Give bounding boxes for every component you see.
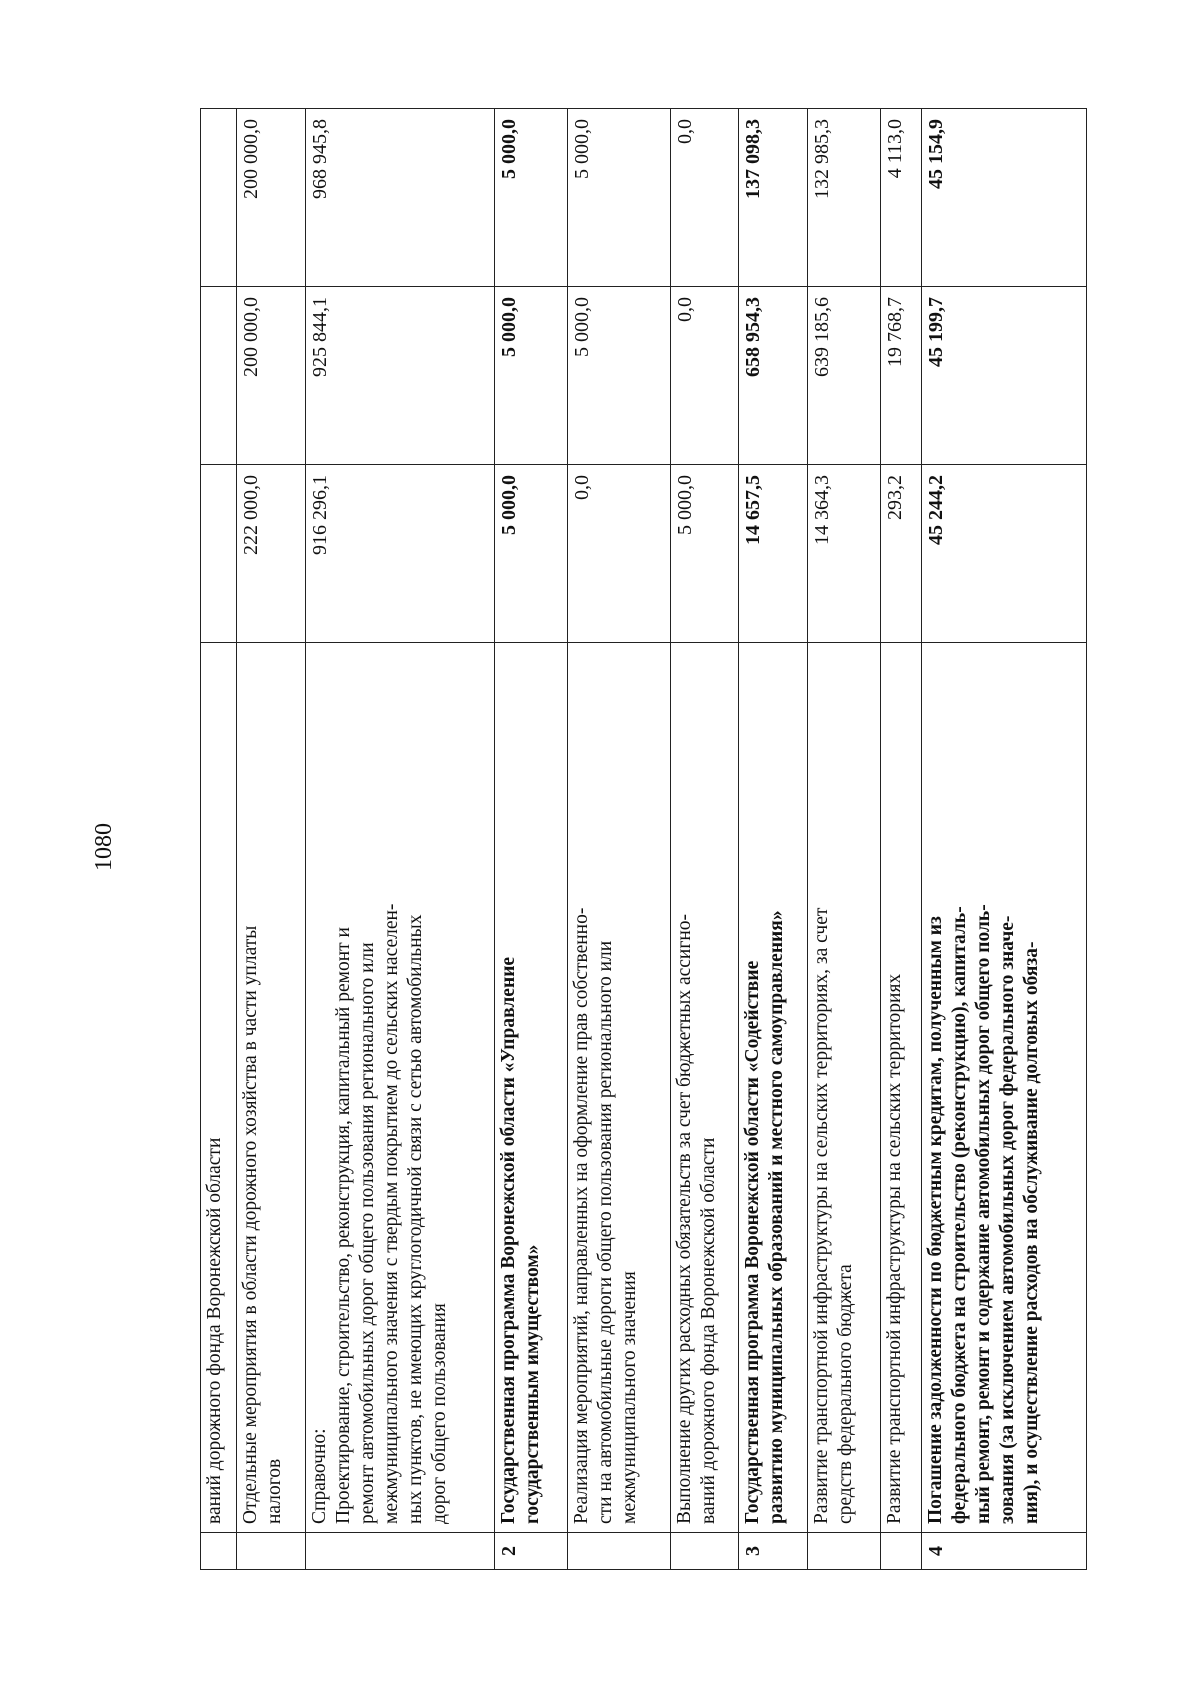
value-year-3: 5 000,0 xyxy=(494,109,567,287)
row-description xyxy=(739,643,808,1533)
row-number: 3 xyxy=(739,1533,808,1570)
budget-table-rotated xyxy=(200,108,1087,1570)
value-year-3: 4 113,0 xyxy=(881,109,922,287)
table-row xyxy=(881,109,922,1570)
value-year-3: 5 000,0 xyxy=(567,109,670,287)
row-description xyxy=(494,643,567,1533)
description-line: налогов xyxy=(264,1458,286,1524)
description-line: ния), и осуществление расходов на обслуживание долговых обяза- xyxy=(1020,941,1042,1524)
description-line: ных пунктов, не имеющих круглогодичной связи с сетью автомобильных xyxy=(405,914,427,1524)
row-description xyxy=(808,643,881,1533)
row-number xyxy=(306,1533,495,1570)
row-number: 2 xyxy=(494,1533,567,1570)
value-year-3: 137 098,3 xyxy=(739,109,808,287)
description-line: Развитие транспортной инфраструктуры на сельских территориях, за счет xyxy=(811,907,833,1524)
row-number xyxy=(670,1533,739,1570)
row-description xyxy=(670,643,739,1533)
table-body xyxy=(201,109,1087,1570)
page-number: 1080 xyxy=(91,823,117,871)
table-row xyxy=(808,109,881,1570)
table-row xyxy=(739,109,808,1570)
value-year-2: 19 768,7 xyxy=(881,287,922,465)
row-description xyxy=(201,643,237,1533)
value-year-1: 14 657,5 xyxy=(739,465,808,643)
row-description xyxy=(921,643,1086,1533)
table-row xyxy=(670,109,739,1570)
value-year-2: 639 185,6 xyxy=(808,287,881,465)
table-row xyxy=(201,109,237,1570)
value-year-2: 658 954,3 xyxy=(739,287,808,465)
description-line: зования (за исключением автомобильных дорог федерального значе- xyxy=(996,915,1018,1524)
table-row xyxy=(237,109,306,1570)
row-description xyxy=(881,643,922,1533)
value-year-1: 293,2 xyxy=(881,465,922,643)
budget-table xyxy=(200,108,1087,1570)
value-year-3: 132 985,3 xyxy=(808,109,881,287)
value-year-2 xyxy=(201,287,237,465)
description-line: межмуниципального значения xyxy=(618,1271,640,1524)
description-line: Проектирование, строительство, реконструкция, капитальный ремонт и xyxy=(333,927,355,1524)
row-number xyxy=(237,1533,306,1570)
row-number xyxy=(201,1533,237,1570)
description-line: ваний дорожного фонда Воронежской области xyxy=(204,1137,225,1524)
value-year-2: 45 199,7 xyxy=(921,287,1086,465)
table-row xyxy=(306,109,495,1570)
description-line: средств федерального бюджета xyxy=(835,1264,857,1524)
table-row xyxy=(921,109,1086,1570)
row-description xyxy=(237,643,306,1533)
value-year-1: 14 364,3 xyxy=(808,465,881,643)
value-year-1: 5 000,0 xyxy=(494,465,567,643)
value-year-3: 968 945,8 xyxy=(306,109,495,287)
value-year-2: 5 000,0 xyxy=(494,287,567,465)
value-year-1: 0,0 xyxy=(567,465,670,643)
description-line: Отдельные мероприятия в области дорожного хозяйства в части уплаты xyxy=(240,925,262,1524)
description-line: Справочно: xyxy=(309,1428,331,1524)
description-line: Государственная программа Воронежской области «Управление xyxy=(497,956,519,1524)
description-line: Погашение задолженности по бюджетным кредитам, полученным из xyxy=(924,916,946,1524)
value-year-2: 925 844,1 xyxy=(306,287,495,465)
row-number xyxy=(881,1533,922,1570)
description-line: дорог общего пользования xyxy=(429,1303,451,1524)
description-line: ваний дорожного фонда Воронежской области xyxy=(697,1137,719,1524)
description-line: Реализация мероприятий, направленных на оформление прав собственно- xyxy=(570,907,592,1524)
value-year-3 xyxy=(201,109,237,287)
value-year-1: 916 296,1 xyxy=(306,465,495,643)
value-year-1: 5 000,0 xyxy=(670,465,739,643)
description-line: федерального бюджета на строительство (реконструкцию), капиталь- xyxy=(948,906,970,1524)
value-year-2: 200 000,0 xyxy=(237,287,306,465)
description-line: ный ремонт, ремонт и содержание автомобильных дорог общего поль- xyxy=(972,904,994,1524)
row-number xyxy=(808,1533,881,1570)
description-line: межмуниципального значения с твердым покрытием до сельских населен- xyxy=(381,903,403,1524)
row-description xyxy=(306,643,495,1533)
table-row xyxy=(494,109,567,1570)
value-year-1 xyxy=(201,465,237,643)
description-line: Выполнение других расходных обязательств за счет бюджетных ассигно- xyxy=(673,913,695,1524)
description-line: сти на автомобильные дороги общего пользования регионального или xyxy=(594,940,616,1524)
row-description xyxy=(567,643,670,1533)
value-year-3: 200 000,0 xyxy=(237,109,306,287)
description-line: развитию муниципальных образований и местного самоуправления» xyxy=(766,910,788,1524)
value-year-1: 45 244,2 xyxy=(921,465,1086,643)
row-number xyxy=(567,1533,670,1570)
row-number: 4 xyxy=(921,1533,1086,1570)
description-line: Государственная программа Воронежской области «Содействие xyxy=(742,960,764,1524)
table-row xyxy=(567,109,670,1570)
value-year-1: 222 000,0 xyxy=(237,465,306,643)
value-year-2: 0,0 xyxy=(670,287,739,465)
value-year-3: 45 154,9 xyxy=(921,109,1086,287)
value-year-2: 5 000,0 xyxy=(567,287,670,465)
description-line: Развитие транспортной инфраструктуры на сельских территориях xyxy=(884,973,906,1524)
description-line: государственным имуществом» xyxy=(521,1244,543,1524)
description-line: ремонт автомобильных дорог общего пользования регионального или xyxy=(357,942,379,1524)
value-year-3: 0,0 xyxy=(670,109,739,287)
